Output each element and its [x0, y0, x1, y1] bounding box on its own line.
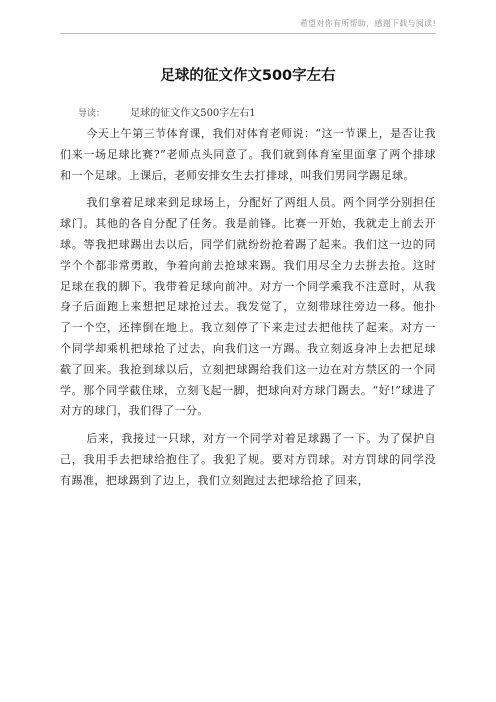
- document-title: 足球的征文作文500字左右: [160, 68, 336, 84]
- guide-text: 足球的征文作文500字左右1: [130, 108, 256, 119]
- header-divider: [60, 33, 436, 34]
- guide-label: 导读：: [78, 109, 106, 119]
- header-note: 希望对你有所帮助，感谢下载与阅读!: [299, 19, 436, 28]
- paragraph: 今天上午第三节体育课，我们对体育老师说：“这一节课上，是否让我们来一场足球比赛?”老师点头同意了。我们就到体育室里面拿了两个排球和一个足球。上课后，老师安排女生去打排球，叫我们男同学踢足球。: [60, 127, 436, 182]
- paragraph: 我们拿着足球来到足球场上，分配好了两组人员。两个同学分别担任球门。其他的各自分配了任务。我是前锋。比赛一开始，我就走上前去开球。等我把球踢出去以后，同学们就纷纷抢着踢了起来。我们这一边的同学个个都非常勇敢，争着向前去抢球来踢。我们用尽全力去拼去抢。这时足球在我的脚下。我带着足球向前冲。对方一个同学乘我不注意时，从我身子后面跑上来想把足球抢过去。我发觉了，立刻带球往旁边一移。他扑了一个空，还摔倒在地上。我立刻停了下来走过去把他扶了起来。对方一个同学却乘机把球抢了过去，向我们这一方踢。我立刻返身冲上去把足球截了回来。我抢到球以后，立刻把球踢给我们这一边在对方禁区的一个同学。那个同学截住球，立刻飞起一脚，把球向对方球门踢去。“好!”球进了对方的球门，我们得了一分。: [60, 196, 436, 418]
- paragraph: 后来，我接过一只球，对方一个同学对着足球踢了一下。为了保护自己，我用手去把球给抱住了。我犯了规。要对方罚球。对方罚球的同学没有踢准，把球踢到了边上，我们立刻跑过去把球给抢了回来，: [60, 432, 436, 487]
- guide-line: [78, 104, 256, 119]
- article-body: [60, 124, 436, 499]
